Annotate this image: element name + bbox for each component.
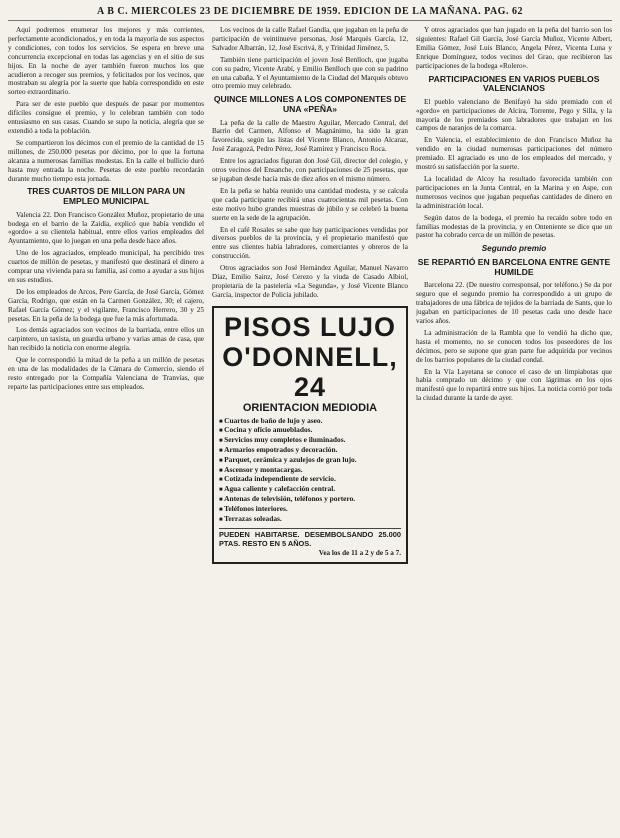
ad-feature: ■ Armarios empotrados y decoración. <box>219 446 401 456</box>
paragraph: Los vecinos de la calle Rafael Gandía, que jugaban en la peña de participación de veintinueve personas, José Marqués García, 12, Salvador Albarrán, 12, José Escrivá, 8, y Trinidad Jiménez, 5. <box>212 26 408 52</box>
ad-feature: ■ Antenas de televisión, teléfonos y portero. <box>219 495 401 505</box>
paragraph: Otros agraciados son José Hernández Aguilar, Manuel Navarro Díaz, Emilio Sainz, José Cerezo y la viuda de Casado Albiol, propietaria de la pastelería «La Segunda», y José Vicente Blanco García, inspector de Policía jubilado. <box>212 264 408 299</box>
headline-empleo-municipal: TRES CUARTOS DE MILLON PARA UN EMPLEO MUNICIPAL <box>27 186 185 206</box>
paragraph: En la Vía Layetana se conoce el caso de un limpiabotas que había comprado un décimo y que con lágrimas en los ojos manifestó que lo repartirá entre sus hijos. La noticia corrió por toda la ciudad durante la tarde de ayer. <box>416 367 612 403</box>
ad-feature: ■ Terrazas soleadas. <box>219 515 401 525</box>
paragraph: Que le correspondió la mitad de la peña a un millón de pesetas en una de las modalidades de la Cámara de Comercio, siendo el resto entregado por la Compañía Valenciana de Tranvías, que reparte las participaciones entre sus empleados. <box>8 356 204 391</box>
ad-title-line-1: PISOS LUJO <box>223 311 397 342</box>
ad-subtitle: ORIENTACION MEDIODIA <box>242 401 378 414</box>
ad-feature: ■ Agua caliente y calefacción central. <box>219 485 401 495</box>
paragraph: La administración de la Rambla que lo vendió ha dicho que, hasta el momento, no se conocen todos los poseedores de los décimos, pero se supone que gran parte fue adquirida por vecinos de los barrios populares de la ciudad condal. <box>416 328 612 364</box>
paragraph: Y otros agraciados que han jugado en la peña del barrio son los siguientes: Rafael Gil García, José García Muñoz, Vicente Albert, Emilia Gómez, José Luis Blanco, Angela Pérez, Vicenta Luna y Enrique Domínguez, todos vecinos del Grao, que recibieron las participaciones de la bodega «Rolero». <box>416 26 612 70</box>
section-title-segundo-premio: Segundo premio <box>481 244 547 254</box>
column-1 <box>8 26 204 832</box>
ad-title-line-2: O'DONNELL, 24 <box>222 341 398 402</box>
headline-quince-millones: QUINCE MILLONES A LOS COMPONENTES DE UNA «PEÑA» <box>213 94 407 114</box>
ad-feature: ■ Cuartos de baño de lujo y aseo. <box>219 417 401 427</box>
ad-feature-list <box>219 417 401 525</box>
paragraph: La localidad de Alcoy ha resultado favorecida también con participaciones en la Junta Central, en la Marina y en Aspe, con numerosos vecinos que jugaban pequeñas cantidades de dinero en la administración local. <box>416 174 612 210</box>
paragraph: El pueblo valenciano de Benifayó ha sido premiado con el «gordo» en participaciones de Alcira, Torrente, Pego y Silla, y la mayoría de los premiados son labradores que trabajan en los campos de naranjos de la comarca. <box>416 97 612 133</box>
columns <box>8 26 612 832</box>
headline-barcelona: SE REPARTIÓ EN BARCELONA ENTRE GENTE HUMILDE <box>417 257 611 277</box>
ad-footer: PUEDEN HABITARSE. DESEMBOLSANDO 25.000 PTAS. RESTO EN 5 AÑOS. <box>219 530 401 549</box>
paragraph: En el café Rosales se sabe que hay participaciones vendidas por diversos pueblos de la provincia, y el propietario manifestó que entre sus clientes había labradores, comerciantes y obreros de la construcción. <box>212 225 408 261</box>
paragraph: Aquí podremos enumerar los mejores y más corrientes, perfectamente acondicionados, y en toda la mayoría de sus aspectos y condiciones, con todos los servicios. Se espera en breve una concurrencia excepcional en todas las agencias y en el sitio de sus hijos. En la noche de ayer también fueron muchos los que acudieron a recoger sus premios, y felicitados por los vecinos, que mostraban su alegría por la suerte que había correspondido en este sorteo extraordinario. <box>8 26 204 97</box>
paragraph: La peña de la calle de Maestro Aguilar, Mercado Central, del Barrio del Carmen, Alfonso el Magnánimo, ha sido la gran favorecida, según las listas del Vicente Blanco, Antonio Alcaraz, José Zaragozá, Pedro Pérez, José Ramírez y Francisco Roca. <box>212 118 408 154</box>
paragraph: Según datos de la bodega, el premio ha recaído sobre todo en familias modestas de la provincia, y en Onteniente se dice que un pastor ha cobrado cerca de un millón de pesetas. <box>416 213 612 240</box>
ad-feature: ■ Servicios muy completos e iluminados. <box>219 436 401 446</box>
ad-feature: ■ Parquet, cerámica y azulejos de gran lujo. <box>219 456 401 466</box>
headline-pueblos-valencianos: PARTICIPACIONES EN VARIOS PUEBLOS VALENCIANOS <box>428 73 600 94</box>
ad-feature: ■ Cotizada independiente de servicio. <box>219 475 401 485</box>
paragraph: Uno de los agraciados, empleado municipal, ha percibido tres cuartos de millón de pesetas, y manifestó que destinará el dinero a comprar una vivienda para su familia, así como a ayudar a sus hijos en sus estudios. <box>8 249 204 284</box>
paragraph: Entre los agraciados figuran don José Gil, director del colegio, y otros vecinos del Ensanche, con participaciones de 25 pesetas, que se jugaban desde hacía más de diez años en el mismo número. <box>212 157 408 183</box>
column-3 <box>416 26 612 832</box>
paragraph: Valencia 22. Don Francisco González Muñoz, propietario de una bodega en el barrio de la Zaidía, explicó que había vendido el «gordo» a su clientela habitual, entre ellos varios empleados del Ayuntamiento, que lo juegan en una peña desde hace años. <box>8 210 204 246</box>
pisos-lujo-advertisement <box>212 306 408 564</box>
paragraph: También tiene participación el joven José Benlloch, que jugaba con su padre, Vicente Arabí, y Emilio Benlloch que con su padrino en una cabaña. Y el Ayuntamiento de la Ciudad del Marqués obtuvo otro premio muy celebrado. <box>212 55 408 91</box>
paragraph: Los demás agraciados son vecinos de la barriada, entre ellos un carpintero, un taxista, un guardia urbano y varias amas de casa, que han recibido la noticia con enorme alegría. <box>8 326 204 353</box>
paragraph: Barcelona 22. (De nuestro corresponsal, por teléfono.) Se da por seguro que el segundo premio ha correspondido a un grupo de trabajadores de una fábrica de tejidos de la barriada de Sants, que lo jugaban en participaciones de 10 pesetas cada uno desde hace varios años. <box>416 281 612 326</box>
paragraph: Para ser de este pueblo que después de pasar por momentos difíciles consigue el premio, y lo celebran también con todo entusiasmo en sus casas. Cuando se supo la noticia, alegría que se extendió a toda la población. <box>8 100 204 135</box>
page-header: A B C. MIERCOLES 23 DE DICIEMBRE DE 1959. EDICION DE LA MAÑANA. PAG. 62 <box>8 6 612 21</box>
paragraph: En la peña se había reunido una cantidad modesta, y se calcula que cada participante recibirá unas cuatrocientas mil pesetas. Con este motivo hubo grandes muestras de júbilo y se celebró la buena suerte en la sede de la agrupación. <box>212 186 408 222</box>
ad-feature: ■ Cocina y oficio amueblados. <box>219 426 401 436</box>
paragraph: En Valencia, el establecimiento de don Francisco Muñoz ha vendido en la ciudad numerosas participaciones del número premiado. El agraciado es uno de los empleados del mercado, y mostró su satisfacción por la suerte. <box>416 136 612 172</box>
ad-feature: ■ Ascensor y montacargas. <box>219 466 401 476</box>
column-2 <box>212 26 408 832</box>
ad-feature: ■ Teléfonos interiores. <box>219 505 401 515</box>
ad-visit-hours: Vea los de 11 a 2 y de 5 a 7. <box>318 549 401 558</box>
paragraph: Se compartieron los décimos con el premio de la cantidad de 15 millones, de 250.000 pesetas por décimo, por lo que la fortuna alcanza a numerosas familias modestas. En la calle el bullicio duró hasta muy entrada la noche. Pesetas de este pueblo recordarán durante mucho tiempo esta jornada. <box>8 138 204 183</box>
paragraph: De los empleados de Arcos, Pere García, de José García, Gómez García, Rodrigo, que están en la Carmen González, 30; el cajero, Rafael García Gómez; y el vigilante, Francisco Herrero, 30 y 25 pesetas. En la peña de la bodega que fue la más afortunada. <box>8 287 204 323</box>
